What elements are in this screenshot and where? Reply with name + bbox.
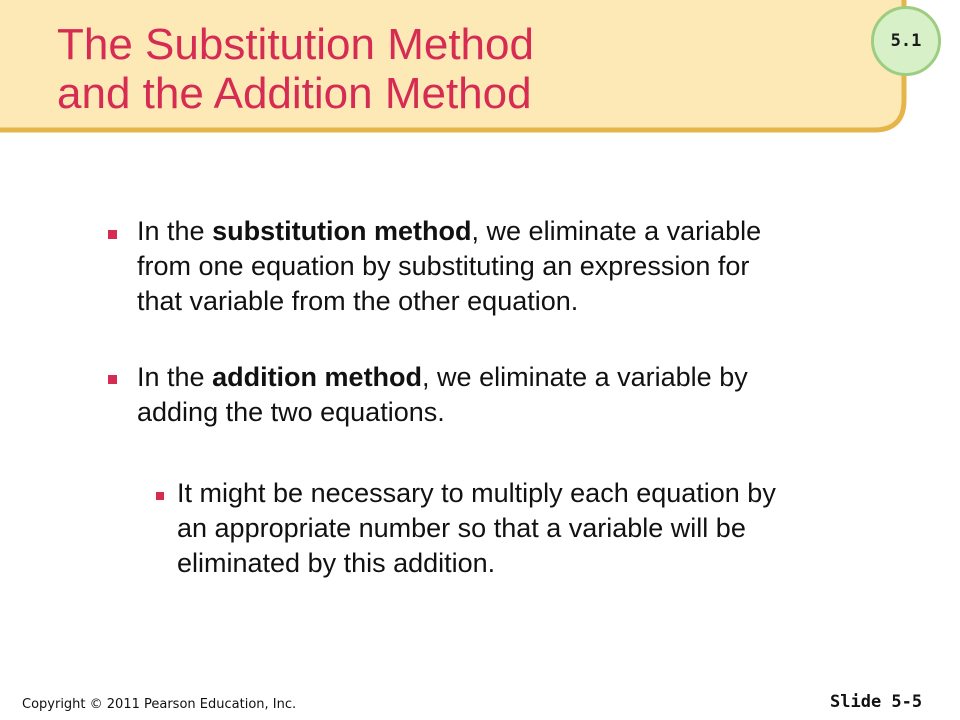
bullet-text: , we eliminate a variable by	[422, 362, 748, 392]
bullet-item-addition	[137, 360, 748, 430]
slide-title	[57, 20, 534, 118]
bullet-text: from one equation by substituting an expression for	[137, 251, 750, 281]
bullet-marker-icon	[108, 230, 117, 239]
bullet-text: an appropriate number so that a variable will be	[177, 513, 746, 543]
bullet-term: addition method	[212, 362, 423, 392]
bullet-item-substitution	[137, 214, 761, 319]
title-line-1: The Substitution Method	[57, 20, 534, 69]
bullet-text: It might be necessary to multiply each equation by	[177, 478, 776, 508]
bullet-term: substitution method	[212, 216, 472, 246]
section-badge	[871, 6, 941, 76]
bullet-text: eliminated by this addition.	[177, 548, 496, 578]
title-line-2: and the Addition Method	[57, 69, 532, 118]
copyright-notice: Copyright © 2011 Pearson Education, Inc.	[22, 697, 297, 712]
slide-number: Slide 5-5	[830, 692, 923, 712]
section-badge-label: 5.1	[890, 31, 922, 51]
sub-bullet-item	[177, 476, 776, 581]
bullet-text: In the	[137, 216, 213, 246]
sub-bullet-marker-icon	[156, 492, 164, 500]
bullet-text: that variable from the other equation.	[137, 286, 579, 316]
bullet-text: , we eliminate a variable	[471, 216, 762, 246]
bullet-text: In the	[137, 362, 213, 392]
bullet-text: adding the two equations.	[137, 397, 445, 427]
bullet-marker-icon	[108, 375, 117, 384]
